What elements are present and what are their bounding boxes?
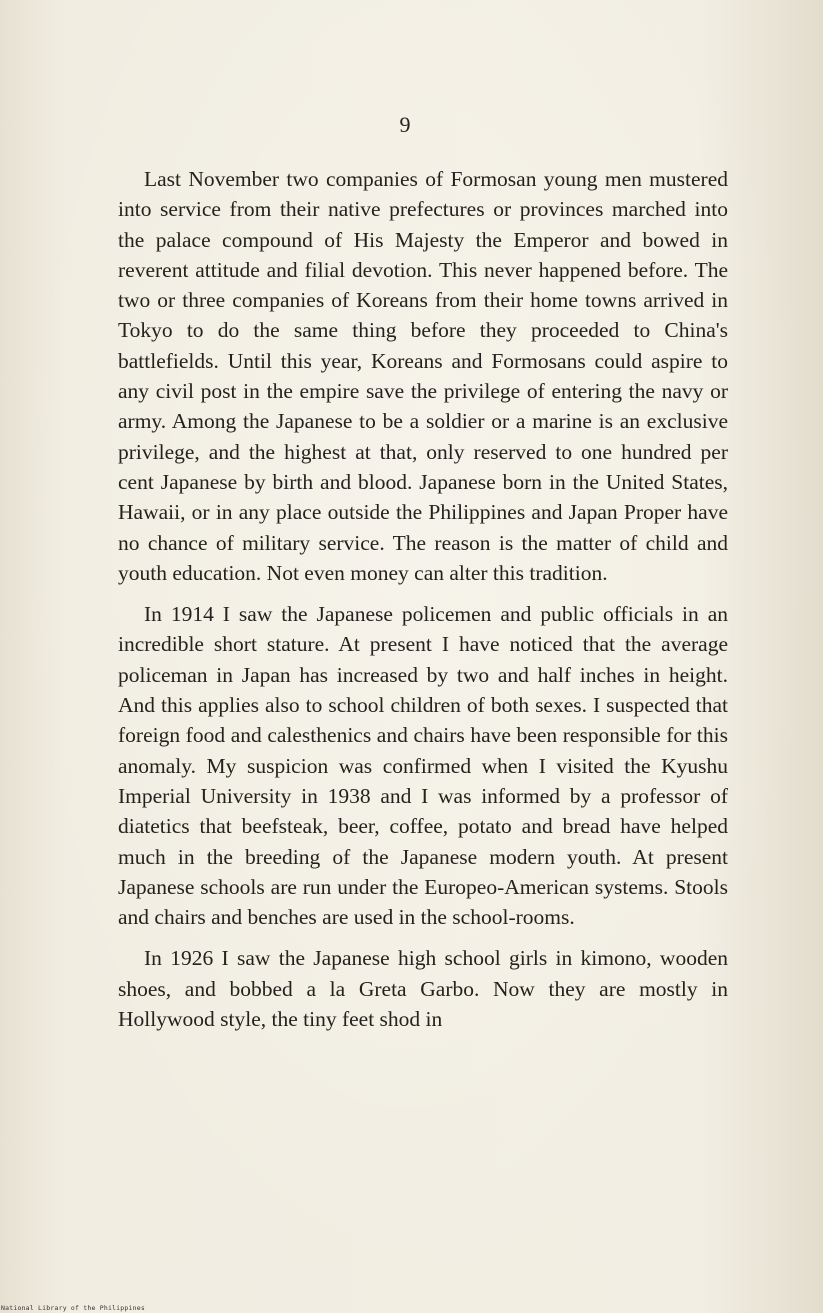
- paragraph-2: In 1914 I saw the Japanese policemen and public officials in an incredible short stature. At present I have noticed that the average policeman in Japan has increased by two and half inches in height. And this applies also to school children of both sexes. I suspected that foreign food and calesthenics and chairs have been responsible for this anomaly. My suspicion was confirmed when I visited the Kyushu Imperial University in 1938 and I was informed by a professor of diatetics that beefsteak, beer, coffee, potato and bread have helped much in the breeding of the Japanese modern youth. At present Japanese schools are run under the Europeo-American systems. Stools and chairs and benches are used in the school-rooms.: [118, 602, 728, 930]
- paragraph-3: In 1926 I saw the Japanese high school girls in kimono, wooden shoes, and bobbed a la Greta Garbo. Now they are mostly in Hollywood style, the tiny feet shod in: [118, 946, 728, 1032]
- paragraph-1: Last November two companies of Formosan young men mustered into service from their native prefectures or provinces marched into the palace compound of His Majesty the Emperor and bowed in reverent attitude and filial devotion. This never happened before. The two or three companies of Koreans from their home towns arrived in Tokyo to do the same thing before they proceeded to China's battlefields. Until this year, Koreans and Formosans could aspire to any civil post in the empire save the privilege of entering the navy or army. Among the Japanese to be a soldier or a marine is an exclusive privilege, and the highest at that, only reserved to one hundred per cent Japanese by birth and blood. Japanese born in the United States, Hawaii, or in any place outside the Philippines and Japan Proper have no chance of military service. The reason is the matter of child and youth education. Not even money can alter this tradition.: [118, 167, 728, 585]
- page-number: 9: [399, 112, 411, 137]
- body-text: [118, 164, 728, 1034]
- library-watermark-label: National Library of the Philippines: [1, 1304, 145, 1312]
